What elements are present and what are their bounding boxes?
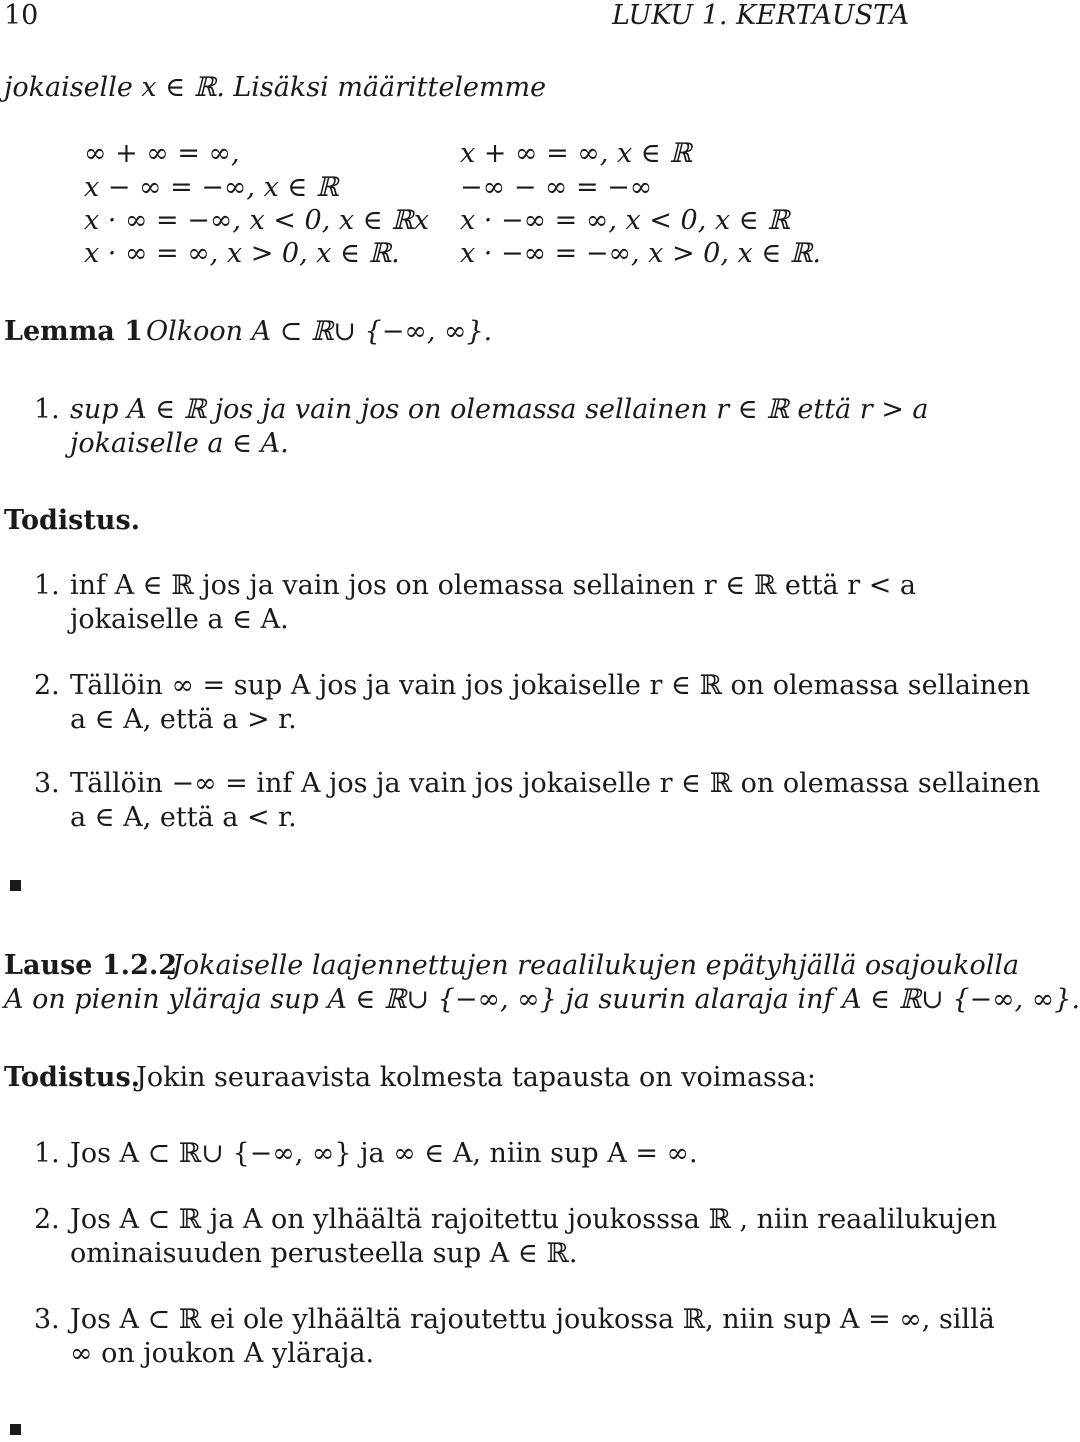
proof-item-line: a ∈ A, että a > r. — [70, 704, 297, 735]
proof-item-number: 3. — [34, 1304, 60, 1335]
proof-item-line: Jos A ⊂ ℝ ei ole ylhäältä rajoutettu joukossa ℝ, niin sup A = ∞, sillä — [70, 1304, 995, 1335]
theorem-line-2: A on pienin yläraja sup A ∈ ℝ∪ {−∞, ∞} ja suurin alaraja inf A ∈ ℝ∪ {−∞, ∞}. — [4, 984, 1080, 1015]
theorem-label: Lause 1.2.2 — [4, 950, 178, 981]
proof-item-line: a ∈ A, että a < r. — [70, 802, 297, 833]
qed-square-icon — [10, 1424, 21, 1435]
def-left-2: x − ∞ = −∞, x ∈ ℝ — [84, 172, 339, 203]
lemma-item-number: 1. — [34, 394, 60, 425]
proof-item-line: inf A ∈ ℝ jos ja vain jos on olemassa sellainen r ∈ ℝ että r < a — [70, 570, 917, 601]
def-right-1: x + ∞ = ∞, x ∈ ℝ — [460, 138, 692, 169]
proof-item-line: ominaisuuden perusteella sup A ∈ ℝ. — [70, 1238, 578, 1269]
proof-item-line: Tällöin ∞ = sup A jos ja vain jos jokaiselle r ∈ ℝ on olemassa sellainen — [70, 670, 1031, 701]
proof-label: Todistus. — [4, 1062, 141, 1093]
lemma-item-line-2: jokaiselle a ∈ A. — [70, 428, 289, 459]
def-right-3: x · −∞ = ∞, x < 0, x ∈ ℝ — [460, 205, 790, 236]
proof-label: Todistus. — [4, 505, 141, 536]
intro-text: jokaiselle x ∈ ℝ. Lisäksi määrittelemme — [4, 72, 547, 103]
lemma-item-line-1: sup A ∈ ℝ jos ja vain jos on olemassa sellainen r ∈ ℝ että r > a — [70, 394, 929, 425]
def-left-4: x · ∞ = ∞, x > 0, x ∈ ℝ. — [84, 238, 400, 269]
def-left-1: ∞ + ∞ = ∞, — [84, 138, 240, 169]
proof-item-number: 1. — [34, 1138, 60, 1169]
page-number: 10 — [4, 0, 39, 31]
lemma-text: Olkoon A ⊂ ℝ∪ {−∞, ∞}. — [146, 316, 493, 347]
qed-square-icon — [10, 880, 21, 891]
proof-item-number: 2. — [34, 1204, 60, 1235]
running-header: LUKU 1. KERTAUSTA — [612, 0, 910, 31]
proof-intro-text: Jokin seuraavista kolmesta tapausta on voimassa: — [136, 1062, 816, 1093]
proof-item-line: Jos A ⊂ ℝ∪ {−∞, ∞} ja ∞ ∈ A, niin sup A = ∞. — [70, 1138, 698, 1169]
def-left-3: x · ∞ = −∞, x < 0, x ∈ ℝx — [84, 205, 429, 236]
lemma-label: Lemma 1 — [4, 316, 143, 347]
proof-item-line: ∞ on joukon A yläraja. — [70, 1338, 375, 1369]
proof-item-line: jokaiselle a ∈ A. — [70, 604, 289, 635]
def-right-2: −∞ − ∞ = −∞ — [460, 172, 653, 203]
proof-item-number: 2. — [34, 670, 60, 701]
proof-item-number: 3. — [34, 768, 60, 799]
def-right-4: x · −∞ = −∞, x > 0, x ∈ ℝ. — [460, 238, 821, 269]
proof-item-number: 1. — [34, 570, 60, 601]
proof-item-line: Tällöin −∞ = inf A jos ja vain jos jokaiselle r ∈ ℝ on olemassa sellainen — [70, 768, 1041, 799]
theorem-line-1: Jokaiselle laajennettujen reaalilukujen epätyhjällä osajoukolla — [172, 950, 1020, 981]
proof-item-line: Jos A ⊂ ℝ ja A on ylhäältä rajoitettu joukosssa ℝ , niin reaalilukujen — [70, 1204, 998, 1235]
